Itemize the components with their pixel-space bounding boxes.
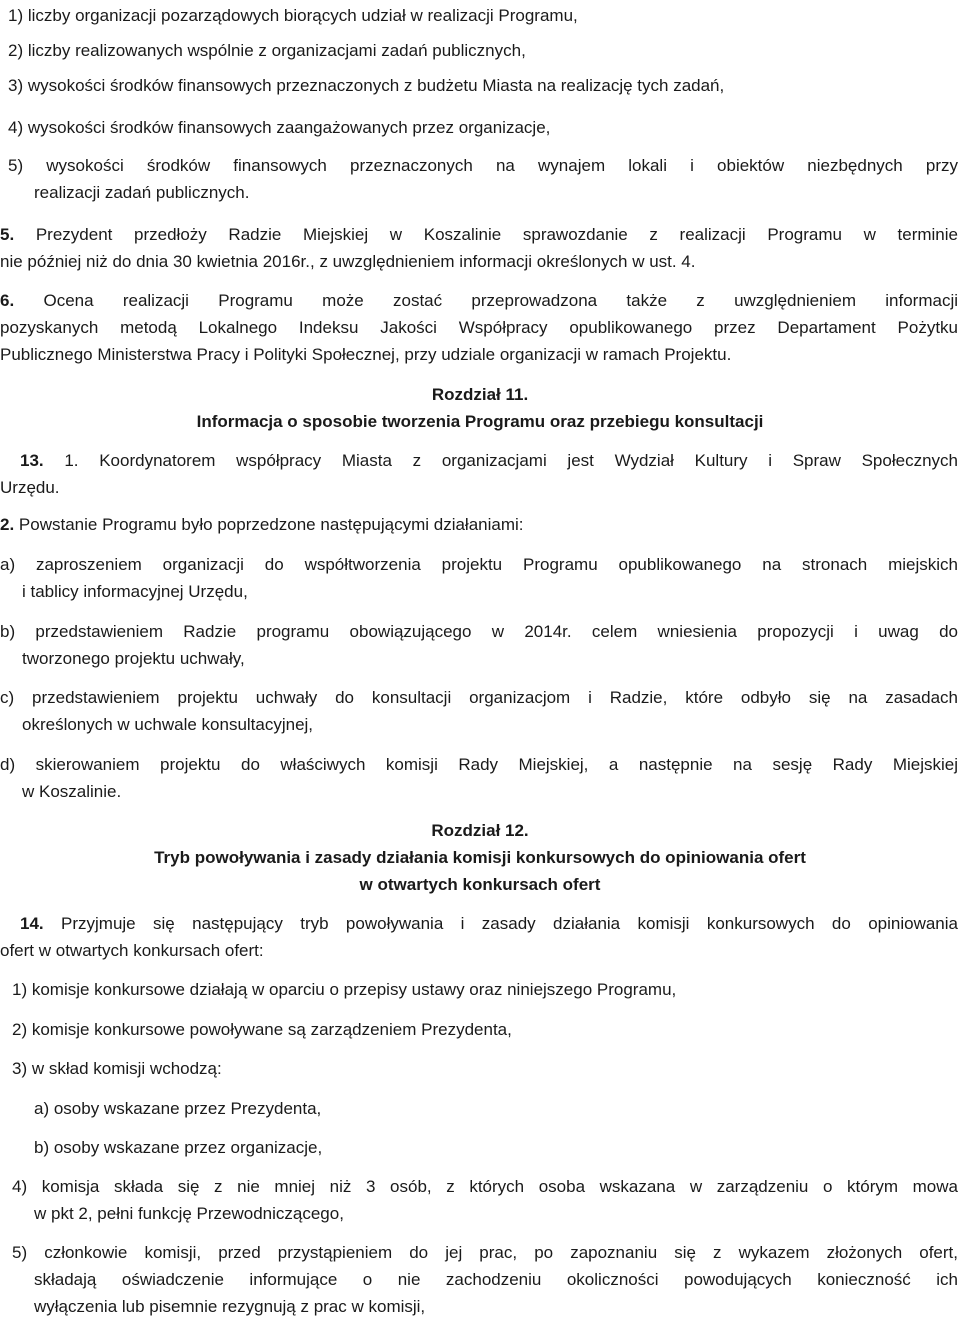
chapter-11-title: Rozdział 11. (431, 385, 529, 404)
section-13-p2-num: 2. (0, 515, 15, 534)
chapter-12-title: Rozdział 12. (431, 821, 529, 840)
item-c-line1: c) przedstawieniem projektu uchwały do konsultacji organizacjom i Radzie, które odbyło się na zasadach (0, 688, 958, 707)
paragraph-6-num: 6. (0, 291, 15, 310)
paragraph-6 (0, 290, 958, 312)
list-item-1: 1) liczby organizacji pozarządowych biorących udział w realizacji Programu, (8, 6, 578, 25)
list-item-3: 3) wysokości środków finansowych przeznaczonych z budżetu Miasta na realizację tych zadań, (8, 76, 725, 95)
item-d-line2: w Koszalinie. (22, 782, 122, 801)
section-13-line2: Urzędu. (0, 478, 60, 497)
section-13-p2 (0, 514, 524, 536)
item-b-line1: b) przedstawieniem Radzie programu obowiązującego w 2014r. celem wniesienia propozycji i uwag do (0, 622, 958, 641)
section-14-line2: ofert w otwartych konkursach ofert: (0, 941, 264, 960)
s14-item-3a: a) osoby wskazane przez Prezydenta, (34, 1099, 322, 1118)
chapter-12-subtitle-1: Tryb powoływania i zasady działania komisji konkursowych do opiniowania ofert (154, 848, 806, 867)
s14-item-1: 1) komisje konkursowe działają w oparciu o przepisy ustawy oraz niniejszego Programu, (12, 980, 677, 999)
section-14-line1: Przyjmuje się następujący tryb powoływania i zasady działania komisji konkursowych do opiniowania (43, 914, 958, 933)
list-item-5: 5) wysokości środków finansowych przeznaczonych na wynajem lokali i obiektów niezbędnych przy (8, 156, 958, 175)
item-d-line1: d) skierowaniem projektu do właściwych komisji Rady Miejskiej, a następnie na sesję Rady Miejskiej (0, 755, 958, 774)
s14-item-5-line2: składają oświadczenie informujące o nie zachodzeniu okoliczności powodujących konieczność ich (34, 1270, 958, 1289)
s14-item-4-line1: 4) komisja składa się z nie mniej niż 3 osób, z których osoba wskazana w zarządzeniu o którym mowa (12, 1177, 958, 1196)
section-14-num: 14. (20, 914, 44, 933)
item-b-line2: tworzonego projektu uchwały, (22, 649, 245, 668)
paragraph-5-num: 5. (0, 225, 15, 244)
paragraph-6-line2: pozyskanych metodą Lokalnego Indeksu Jakości Współpracy opublikowanego przez Departament Pożytku (0, 318, 958, 337)
paragraph-5-line1: Prezydent przedłoży Radzie Miejskiej w Koszalinie sprawozdanie z realizacji Programu w terminie (14, 225, 958, 244)
list-item-4: 4) wysokości środków finansowych zaangażowanych przez organizacje, (8, 118, 551, 137)
list-item-5-cont: realizacji zadań publicznych. (34, 183, 250, 202)
list-item-2: 2) liczby realizowanych wspólnie z organizacjami zadań publicznych, (8, 41, 526, 60)
item-a-line2: i tablicy informacyjnej Urzędu, (22, 582, 248, 601)
s14-item-4-line2: w pkt 2, pełni funkcję Przewodniczącego, (34, 1204, 344, 1223)
section-13 (20, 450, 958, 472)
section-13-num: 13. (20, 451, 44, 470)
paragraph-5-line2: nie później niż do dnia 30 kwietnia 2016r., z uwzględnieniem informacji określonych w ust. 4. (0, 252, 696, 271)
s14-item-5-line1: 5) członkowie komisji, przed przystąpieniem do jej prac, po zapoznaniu się z wykazem złożonych ofert, (12, 1243, 958, 1262)
item-c-line2: określonych w uchwale konsultacyjnej, (22, 715, 314, 734)
s14-item-3b: b) osoby wskazane przez organizacje, (34, 1138, 323, 1157)
s14-item-5-line3: wyłączenia lub pisemnie rezygnują z prac w komisji, (34, 1297, 426, 1316)
item-a-line1: a) zaproszeniem organizacji do współtworzenia projektu Programu opublikowanego na stronach miejskich (0, 555, 958, 574)
section-14 (20, 913, 958, 935)
paragraph-6-line1: Ocena realizacji Programu może zostać przeprowadzona także z uwzględnieniem informacji (14, 291, 958, 310)
s14-item-2: 2) komisje konkursowe powoływane są zarządzeniem Prezydenta, (12, 1020, 512, 1039)
paragraph-5 (0, 224, 958, 246)
section-13-p2-text: Powstanie Programu było poprzedzone następującymi działaniami: (14, 515, 524, 534)
chapter-11-subtitle: Informacja o sposobie tworzenia Programu oraz przebiegu konsultacji (196, 412, 764, 431)
paragraph-6-line3: Publicznego Ministerstwa Pracy i Polityki Społecznej, przy udziale organizacji w ramach Projektu. (0, 345, 732, 364)
chapter-12-subtitle-2: w otwartych konkursach ofert (359, 875, 601, 894)
s14-item-3: 3) w skład komisji wchodzą: (12, 1059, 222, 1078)
section-13-line1: 1. Koordynatorem współpracy Miasta z organizacjami jest Wydział Kultury i Spraw Społecznych (43, 451, 958, 470)
